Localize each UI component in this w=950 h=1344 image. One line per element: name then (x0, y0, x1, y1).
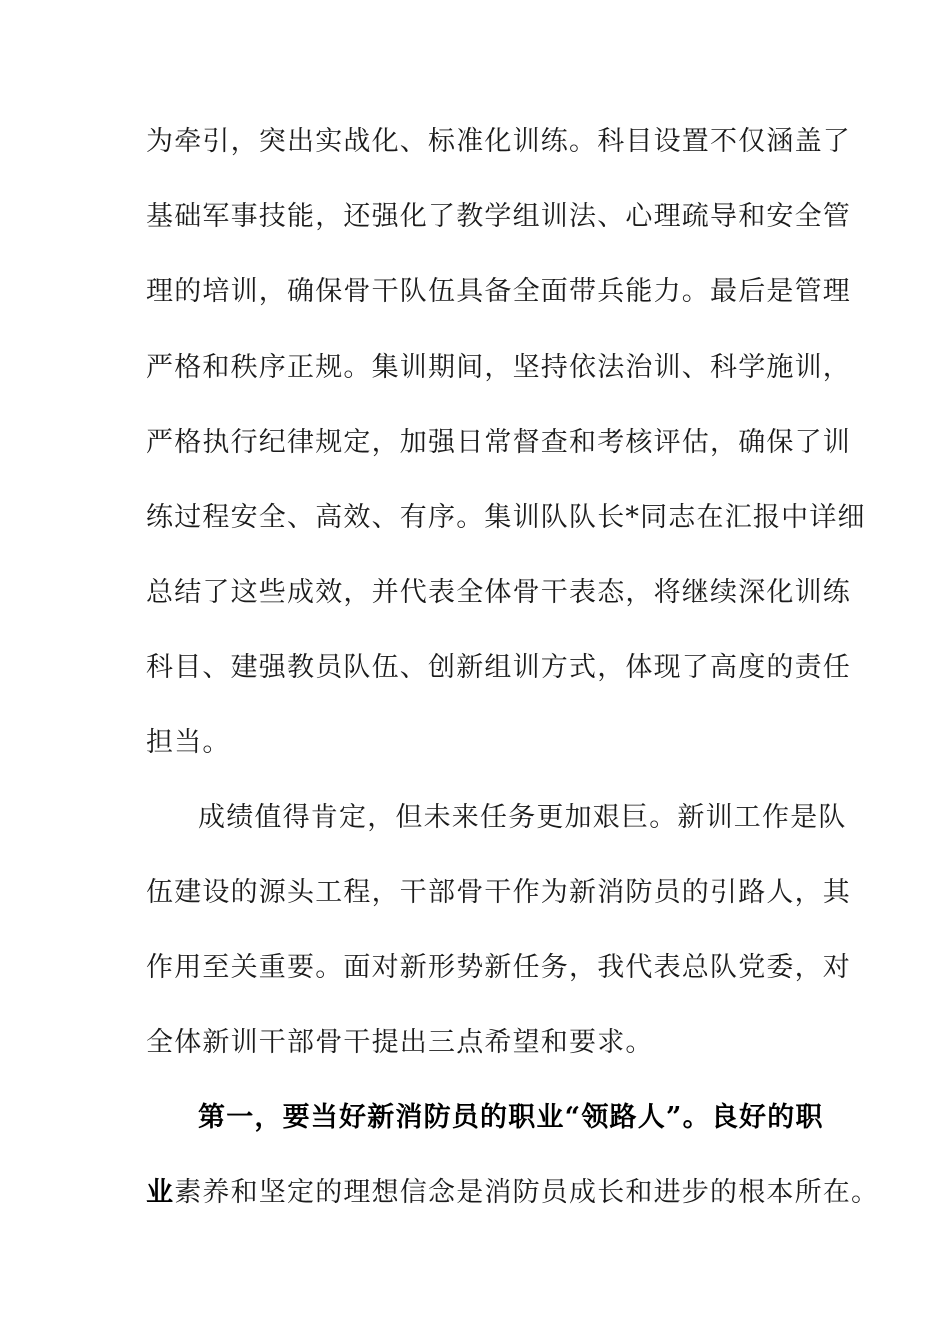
body-text: 素养和坚定的理想信念是消防员成长和进步的根本所在。 (174, 1177, 880, 1208)
section-heading: 第一，要当好新消防员的职业“领路人”。良好的职 (198, 1102, 824, 1133)
paragraph-first-line: 成绩值得肯定，但未来任务更加艰巨。新训工作是队 (198, 802, 847, 833)
text-line: 基础军事技能，还强化了教学组训法、心理疏导和安全管 (146, 201, 851, 232)
text-line: 担当。 (146, 727, 231, 758)
text-line: 总结了这些成效，并代表全体骨干表态，将继续深化训练 (146, 577, 851, 608)
text-line: 练过程安全、高效、有序。集训队队长*同志在汇报中详细 (146, 502, 866, 533)
text-line-mixed (146, 1173, 880, 1213)
text-line: 科目、建强教员队伍、创新组训方式，体现了高度的责任 (146, 652, 851, 683)
heading-continuation: 业 (146, 1177, 175, 1208)
text-line: 严格和秩序正规。集训期间，坚持依法治训、科学施训， (146, 352, 851, 383)
text-line: 作用至关重要。面对新形势新任务，我代表总队党委，对 (146, 952, 851, 983)
text-line: 理的培训，确保骨干队伍具备全面带兵能力。最后是管理 (146, 276, 851, 307)
text-line: 伍建设的源头工程，干部骨干作为新消防员的引路人，其 (146, 877, 851, 908)
text-line: 严格执行纪律规定，加强日常督查和考核评估，确保了训 (146, 427, 851, 458)
text-line: 全体新训干部骨干提出三点希望和要求。 (146, 1027, 654, 1058)
text-line: 为牵引，突出实战化、标准化训练。科目设置不仅涵盖了 (146, 126, 851, 157)
